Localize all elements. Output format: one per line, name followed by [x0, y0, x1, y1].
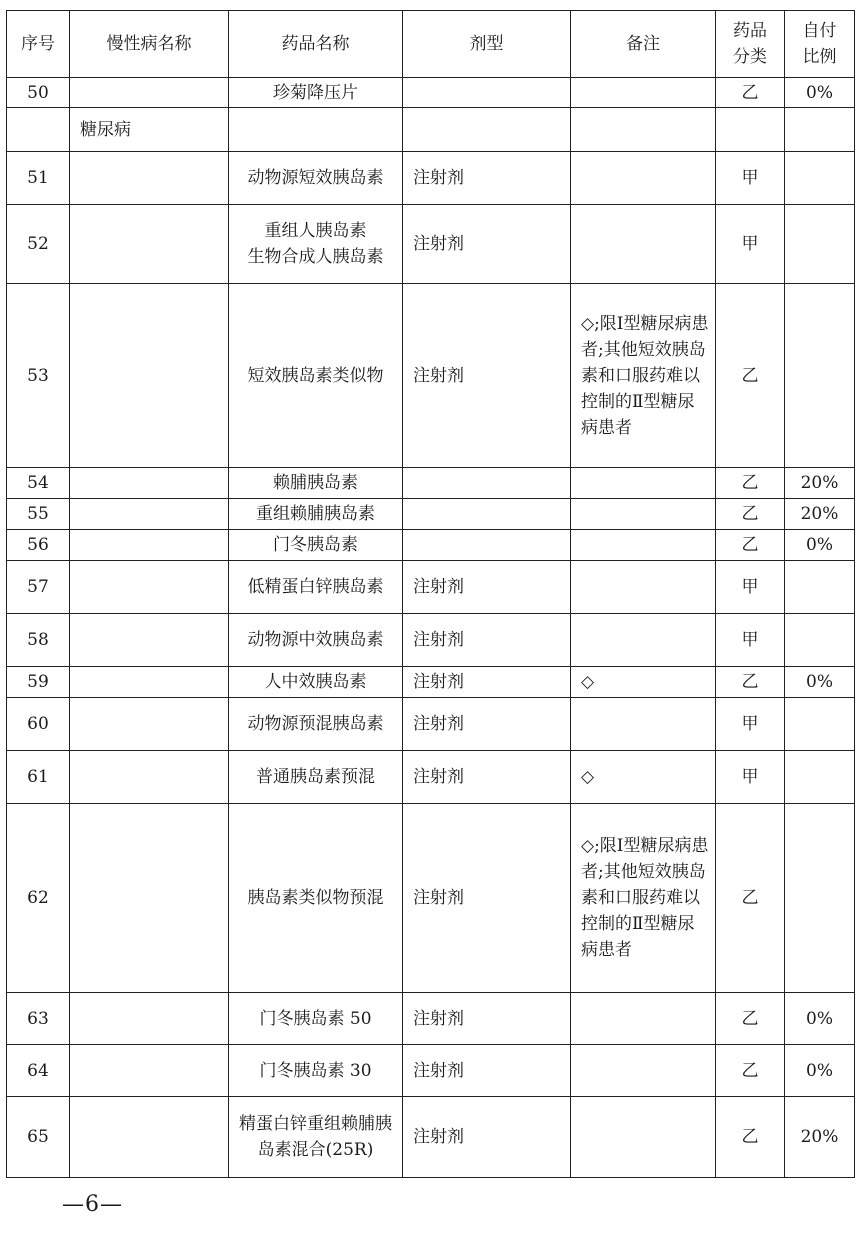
cell-note: [571, 698, 716, 751]
table-row: [7, 530, 855, 561]
cell-note: [571, 205, 716, 284]
cell-drug-name: 珍菊降压片: [229, 78, 403, 108]
cell-serial: 50: [7, 78, 70, 108]
cell-serial: 55: [7, 499, 70, 530]
cell-serial: 58: [7, 614, 70, 667]
cell-ratio: [785, 152, 855, 205]
cell-ratio: [785, 698, 855, 751]
cell-disease: [70, 152, 229, 205]
cell-dosage-form: 注射剂: [403, 993, 571, 1045]
cell-drug-name: 重组赖脯胰岛素: [229, 499, 403, 530]
table-row: [7, 751, 855, 804]
cell-category: 甲: [716, 561, 785, 614]
cell-disease: [70, 614, 229, 667]
header-note: 备注: [571, 11, 716, 78]
cell-disease: [70, 698, 229, 751]
cell-dosage-form: 注射剂: [403, 804, 571, 993]
cell-category: 甲: [716, 698, 785, 751]
cell-dosage-form: 注射剂: [403, 614, 571, 667]
cell-serial: [7, 108, 70, 152]
cell-drug-name: 动物源中效胰岛素: [229, 614, 403, 667]
cell-ratio: 20%: [785, 468, 855, 499]
cell-category: 乙: [716, 667, 785, 698]
cell-disease: 糖尿病: [70, 108, 229, 152]
cell-drug-name: 门冬胰岛素: [229, 530, 403, 561]
table-row: [7, 468, 855, 499]
cell-disease: [70, 1045, 229, 1097]
table-row: [7, 1045, 855, 1097]
cell-note: ◇;限Ⅰ型糖尿病患者;其他短效胰岛素和口服药难以控制的Ⅱ型糖尿病患者: [571, 284, 716, 468]
cell-dosage-form: 注射剂: [403, 751, 571, 804]
cell-serial: 64: [7, 1045, 70, 1097]
header-ratio: 自付比例: [785, 11, 855, 78]
cell-serial: 60: [7, 698, 70, 751]
cell-disease: [70, 667, 229, 698]
cell-category: 甲: [716, 205, 785, 284]
cell-serial: 62: [7, 804, 70, 993]
cell-ratio: 0%: [785, 993, 855, 1045]
table-row: [7, 614, 855, 667]
cell-note: [571, 561, 716, 614]
table-row: [7, 108, 855, 152]
cell-serial: 61: [7, 751, 70, 804]
cell-category: 甲: [716, 614, 785, 667]
cell-note: [571, 468, 716, 499]
cell-ratio: [785, 804, 855, 993]
cell-ratio: [785, 108, 855, 152]
header-drug-name: 药品名称: [229, 11, 403, 78]
cell-disease: [70, 561, 229, 614]
cell-note: ◇: [571, 667, 716, 698]
cell-ratio: [785, 751, 855, 804]
cell-dosage-form: 注射剂: [403, 152, 571, 205]
table-row: [7, 499, 855, 530]
cell-note: [571, 530, 716, 561]
cell-ratio: 0%: [785, 78, 855, 108]
cell-category: 乙: [716, 1097, 785, 1178]
cell-serial: 57: [7, 561, 70, 614]
header-category: 药品分类: [716, 11, 785, 78]
cell-disease: [70, 78, 229, 108]
cell-note: ◇;限Ⅰ型糖尿病患者;其他短效胰岛素和口服药难以控制的Ⅱ型糖尿病患者: [571, 804, 716, 993]
table-row: [7, 561, 855, 614]
cell-ratio: 0%: [785, 1045, 855, 1097]
cell-disease: [70, 530, 229, 561]
table-row: [7, 78, 855, 108]
cell-drug-name: 精蛋白锌重组赖脯胰岛素混合(25R): [229, 1097, 403, 1178]
cell-drug-name: 人中效胰岛素: [229, 667, 403, 698]
table-row: [7, 698, 855, 751]
cell-disease: [70, 751, 229, 804]
cell-disease: [70, 499, 229, 530]
header-disease: 慢性病名称: [70, 11, 229, 78]
cell-ratio: [785, 205, 855, 284]
cell-dosage-form: [403, 78, 571, 108]
header-dosage-form: 剂型: [403, 11, 571, 78]
cell-ratio: [785, 614, 855, 667]
cell-disease: [70, 804, 229, 993]
cell-dosage-form: [403, 499, 571, 530]
table-row: [7, 804, 855, 993]
cell-category: [716, 108, 785, 152]
cell-disease: [70, 205, 229, 284]
cell-drug-name: 重组人胰岛素 生物合成人胰岛素: [229, 205, 403, 284]
cell-category: 甲: [716, 751, 785, 804]
cell-dosage-form: 注射剂: [403, 1097, 571, 1178]
header-serial: 序号: [7, 11, 70, 78]
cell-category: 甲: [716, 152, 785, 205]
cell-category: 乙: [716, 1045, 785, 1097]
cell-note: [571, 499, 716, 530]
cell-category: 乙: [716, 78, 785, 108]
cell-category: 乙: [716, 804, 785, 993]
cell-note: [571, 1045, 716, 1097]
cell-ratio: [785, 284, 855, 468]
cell-note: [571, 152, 716, 205]
cell-serial: 56: [7, 530, 70, 561]
cell-ratio: 20%: [785, 499, 855, 530]
cell-drug-name: 低精蛋白锌胰岛素: [229, 561, 403, 614]
table-row: [7, 1097, 855, 1178]
cell-dosage-form: 注射剂: [403, 205, 571, 284]
cell-serial: 51: [7, 152, 70, 205]
cell-ratio: 0%: [785, 530, 855, 561]
cell-dosage-form: 注射剂: [403, 698, 571, 751]
cell-dosage-form: 注射剂: [403, 667, 571, 698]
cell-serial: 53: [7, 284, 70, 468]
table-row: [7, 993, 855, 1045]
cell-dosage-form: [403, 530, 571, 561]
cell-category: 乙: [716, 530, 785, 561]
cell-drug-name: 门冬胰岛素 30: [229, 1045, 403, 1097]
table-row: [7, 667, 855, 698]
cell-category: 乙: [716, 284, 785, 468]
cell-note: [571, 1097, 716, 1178]
cell-disease: [70, 468, 229, 499]
cell-drug-name: 短效胰岛素类似物: [229, 284, 403, 468]
cell-drug-name: 赖脯胰岛素: [229, 468, 403, 499]
cell-note: [571, 614, 716, 667]
cell-note: [571, 993, 716, 1045]
cell-dosage-form: [403, 108, 571, 152]
cell-ratio: [785, 561, 855, 614]
drug-list-table: [6, 10, 855, 1178]
cell-ratio: 0%: [785, 667, 855, 698]
cell-dosage-form: [403, 468, 571, 499]
cell-serial: 59: [7, 667, 70, 698]
cell-category: 乙: [716, 499, 785, 530]
cell-note: ◇: [571, 751, 716, 804]
cell-dosage-form: 注射剂: [403, 561, 571, 614]
table-row: [7, 205, 855, 284]
cell-disease: [70, 993, 229, 1045]
cell-serial: 63: [7, 993, 70, 1045]
cell-drug-name: [229, 108, 403, 152]
cell-serial: 52: [7, 205, 70, 284]
cell-serial: 65: [7, 1097, 70, 1178]
cell-drug-name: 动物源预混胰岛素: [229, 698, 403, 751]
cell-drug-name: 动物源短效胰岛素: [229, 152, 403, 205]
cell-dosage-form: 注射剂: [403, 1045, 571, 1097]
table-row: [7, 284, 855, 468]
cell-disease: [70, 1097, 229, 1178]
cell-category: 乙: [716, 993, 785, 1045]
page-number: —6—: [62, 1192, 123, 1217]
cell-disease: [70, 284, 229, 468]
cell-serial: 54: [7, 468, 70, 499]
cell-dosage-form: 注射剂: [403, 284, 571, 468]
cell-ratio: 20%: [785, 1097, 855, 1178]
cell-drug-name: 胰岛素类似物预混: [229, 804, 403, 993]
cell-category: 乙: [716, 468, 785, 499]
cell-drug-name: 普通胰岛素预混: [229, 751, 403, 804]
cell-note: [571, 108, 716, 152]
table-row: [7, 152, 855, 205]
cell-note: [571, 78, 716, 108]
header-row: [7, 11, 855, 78]
cell-drug-name: 门冬胰岛素 50: [229, 993, 403, 1045]
